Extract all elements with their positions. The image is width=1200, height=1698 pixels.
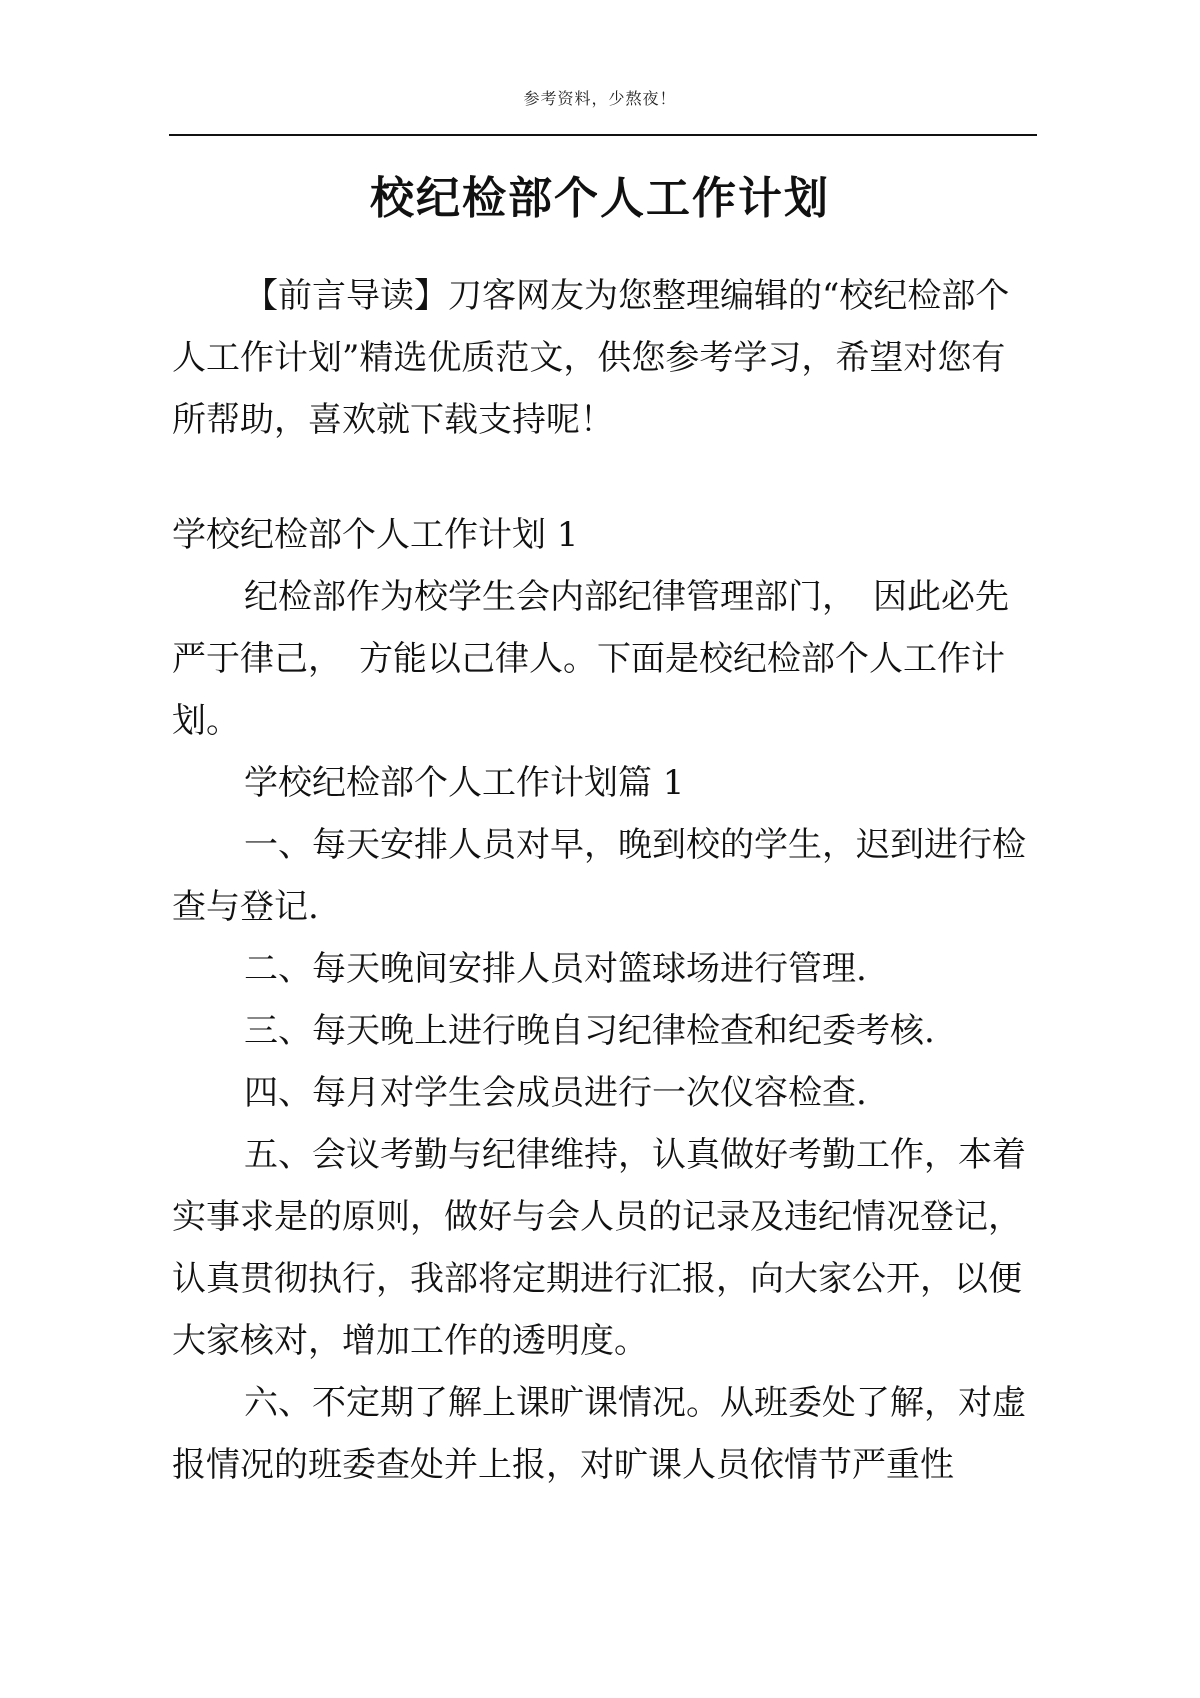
body-paragraph: 一、每天安排人员对早，晚到校的学生，迟到进行检查与登记. <box>172 825 1026 927</box>
preface-paragraph: 【前言导读】刀客网友为您整理编辑的“校纪检部个人工作计划”精选优质范文，供您参考学习，希望对您有所帮助，喜欢就下载支持呢！ <box>172 276 1010 440</box>
document-body <box>172 265 1037 1496</box>
body-paragraph: 六、不定期了解上课旷课情况。从班委处了解，对虚报情况的班委查处并上报，对旷课人员依情节严重性 <box>172 1383 1026 1485</box>
header-divider <box>169 134 1037 136</box>
header-note: 参考资料，少熬夜！ <box>523 89 677 108</box>
document-title: 校纪检部个人工作计划 <box>370 173 830 225</box>
body-paragraph: 纪检部作为校学生会内部纪律管理部门， 因此必先严于律己， 方能以己律人。下面是校纪检部个人工作计划。 <box>172 577 1009 741</box>
body-paragraph: 二、每天晚间安排人员对篮球场进行管理. <box>244 949 867 989</box>
body-paragraph: 五、会议考勤与纪律维持，认真做好考勤工作，本着实事求是的原则，做好与会人员的记录及违纪情况登记，认真贯彻执行，我部将定期进行汇报，向大家公开，以便大家核对，增加工作的透明度。 <box>172 1135 1026 1361</box>
body-paragraph: 三、每天晚上进行晚自习纪律检查和纪委考核. <box>244 1011 935 1051</box>
section-heading: 学校纪检部个人工作计划 1 <box>172 515 579 555</box>
subsection-heading: 学校纪检部个人工作计划篇 1 <box>244 763 685 803</box>
body-paragraph: 四、每月对学生会成员进行一次仪容检查. <box>244 1073 867 1113</box>
